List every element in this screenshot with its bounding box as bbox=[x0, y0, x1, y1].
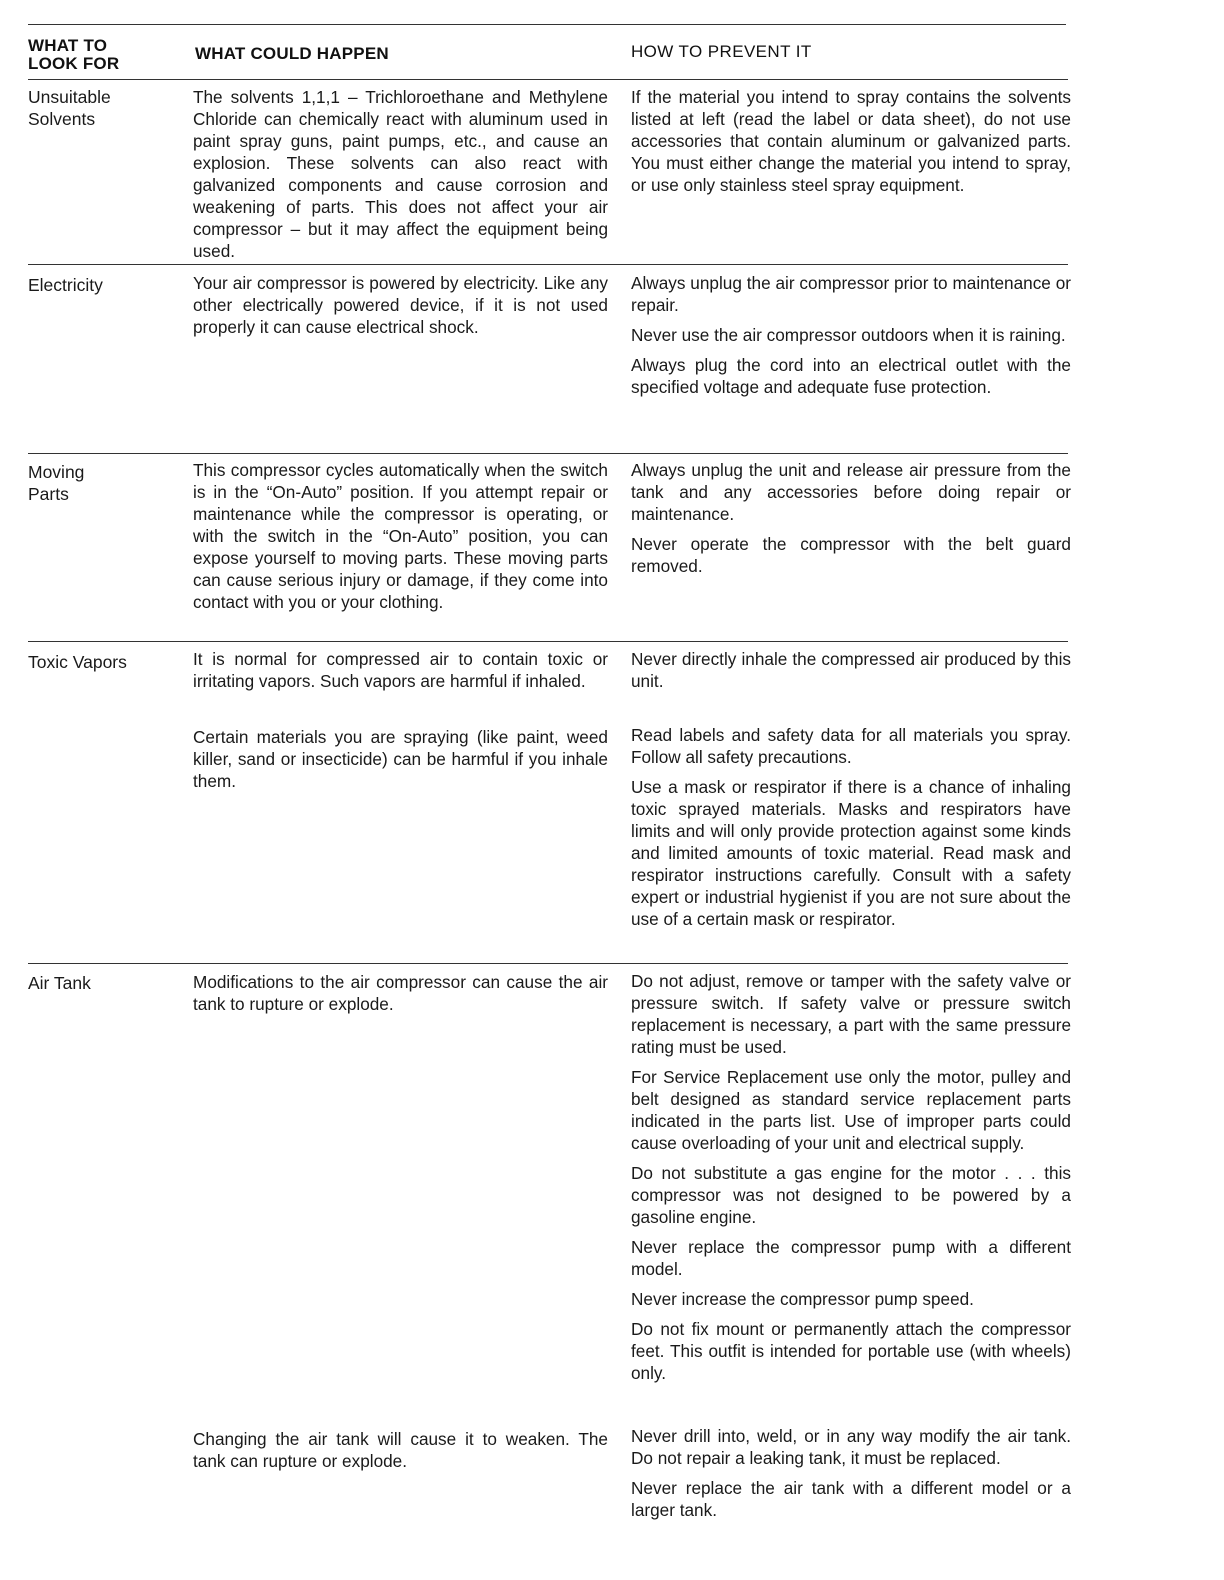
prevent-paragraph: Do not substitute a gas engine for the motor . . . this compressor was not designed to be powered by a gasoline engine. bbox=[631, 1163, 1071, 1227]
prevent-paragraph: Read labels and safety data for all materials you spray. Follow all safety precautions. bbox=[631, 725, 1071, 767]
prevent-paragraph: Use a mask or respirator if there is a chance of inhaling toxic sprayed materials. Masks and respirators have limits and will only provide protection against some kinds and limited amounts of toxic material. Read mask and respirator instructions carefully. Consult with a safety expert or industrial hygienist if you are not sure about the use of a certain mask or respirator. bbox=[631, 777, 1071, 929]
happen-air-tank bbox=[193, 971, 608, 1015]
look-for-line: Toxic Vapors bbox=[28, 652, 127, 672]
header-what-to-look-for bbox=[28, 37, 119, 73]
happen-paragraph: This compressor cycles automatically when the switch is in the “On-Auto” position. If you attempt repair or maintenance while the compressor is operating, or with the switch in the “On-Auto” position, you can expose yourself to moving parts. These moving parts can cause serious injury or damage, if they come into contact with you or your clothing. bbox=[193, 460, 608, 612]
happen-paragraph: It is normal for compressed air to contain toxic or irritating vapors. Such vapors are harmful if inhaled. bbox=[193, 649, 608, 691]
happen-unsuitable-solvents bbox=[193, 86, 608, 262]
happen-paragraph: The solvents 1,1,1 – Trichloroethane and Methylene Chloride can chemically react with aluminum used in paint spray guns, paint pumps, etc., and cause an explosion. These solvents can also react with galvanized components and cause corrosion and weakening of parts. This does not affect your air compressor – but it may affect the equipment being used. bbox=[193, 87, 608, 261]
row-divider-4 bbox=[28, 963, 1068, 964]
prevent-electricity bbox=[631, 272, 1071, 398]
prevent-paragraph: Do not fix mount or permanently attach the compressor feet. This outfit is intended for portable use (with wheels) only. bbox=[631, 1319, 1071, 1383]
happen-paragraph: Certain materials you are spraying (like paint, weed killer, sand or insecticide) can be harmful if you inhale them. bbox=[193, 727, 608, 791]
top-rule bbox=[28, 24, 1066, 25]
look-for-line: Parts bbox=[28, 484, 69, 504]
row-divider-3 bbox=[28, 641, 1068, 642]
prevent-toxic-vapors bbox=[631, 648, 1071, 692]
prevent-paragraph: Never use the air compressor outdoors when it is raining. bbox=[631, 325, 1066, 345]
header-col1-line2: LOOK FOR bbox=[28, 54, 120, 73]
happen-paragraph: Your air compressor is powered by electricity. Like any other electrically powered device, if it is not used properly it can cause electrical shock. bbox=[193, 273, 608, 337]
prevent-paragraph: Never increase the compressor pump speed. bbox=[631, 1289, 974, 1309]
look-for-line: Moving bbox=[28, 462, 85, 482]
header-rule bbox=[28, 79, 1068, 80]
prevent-paragraph: Never replace the compressor pump with a different model. bbox=[631, 1237, 1071, 1279]
happen-moving-parts bbox=[193, 459, 608, 613]
prevent-paragraph: Never replace the air tank with a different model or a larger tank. bbox=[631, 1478, 1071, 1520]
look-for-line: Solvents bbox=[28, 109, 96, 129]
header-what-could-happen: WHAT COULD HAPPEN bbox=[195, 44, 389, 63]
look-for-unsuitable-solvents bbox=[28, 86, 111, 130]
prevent-paragraph: Do not adjust, remove or tamper with the safety valve or pressure switch. If safety valve or pressure switch replacement is necessary, a part with the same pressure rating must be used. bbox=[631, 971, 1071, 1057]
prevent-unsuitable-solvents bbox=[631, 86, 1071, 196]
happen-air-tank-2 bbox=[193, 1428, 608, 1472]
happen-toxic-vapors bbox=[193, 648, 608, 692]
row-divider-1 bbox=[28, 264, 1068, 265]
prevent-paragraph: Always unplug the air compressor prior to maintenance or repair. bbox=[631, 273, 1071, 315]
look-for-line: Unsuitable bbox=[28, 87, 111, 107]
header-col1-line1: WHAT TO bbox=[28, 36, 108, 55]
look-for-electricity bbox=[28, 274, 103, 296]
prevent-toxic-vapors-2 bbox=[631, 724, 1071, 930]
happen-electricity bbox=[193, 272, 608, 338]
prevent-paragraph: Never drill into, weld, or in any way modify the air tank. Do not repair a leaking tank, it must be replaced. bbox=[631, 1426, 1071, 1468]
prevent-paragraph: For Service Replacement use only the motor, pulley and belt designed as standard service replacement parts indicated in the parts list. Use of improper parts could cause overloading of your unit and electrical supply. bbox=[631, 1067, 1071, 1153]
look-for-moving-parts bbox=[28, 461, 84, 505]
prevent-air-tank-2 bbox=[631, 1425, 1071, 1521]
row-divider-2 bbox=[28, 453, 1068, 454]
prevent-paragraph: Always unplug the unit and release air pressure from the tank and any accessories before doing repair or maintenance. bbox=[631, 460, 1071, 524]
look-for-line: Electricity bbox=[28, 275, 103, 295]
prevent-air-tank bbox=[631, 970, 1071, 1384]
happen-paragraph: Modifications to the air compressor can cause the air tank to rupture or explode. bbox=[193, 972, 608, 1014]
happen-paragraph: Changing the air tank will cause it to weaken. The tank can rupture or explode. bbox=[193, 1429, 608, 1471]
header-how-to-prevent-it: HOW TO PREVENT IT bbox=[631, 42, 812, 61]
happen-toxic-vapors-2 bbox=[193, 726, 608, 792]
look-for-line: Air Tank bbox=[28, 973, 91, 993]
prevent-paragraph: Never operate the compressor with the belt guard removed. bbox=[631, 534, 1071, 576]
prevent-moving-parts bbox=[631, 459, 1071, 577]
look-for-toxic-vapors bbox=[28, 651, 127, 673]
prevent-paragraph: Always plug the cord into an electrical outlet with the specified voltage and adequate fuse protection. bbox=[631, 355, 1071, 397]
prevent-paragraph: If the material you intend to spray contains the solvents listed at left (read the label or data sheet), do not use accessories that contain aluminum or galvanized parts. You must either change the material you intend to spray, or use only stainless steel spray equipment. bbox=[631, 87, 1071, 195]
prevent-paragraph: Never directly inhale the compressed air produced by this unit. bbox=[631, 649, 1071, 691]
look-for-air-tank bbox=[28, 972, 91, 994]
